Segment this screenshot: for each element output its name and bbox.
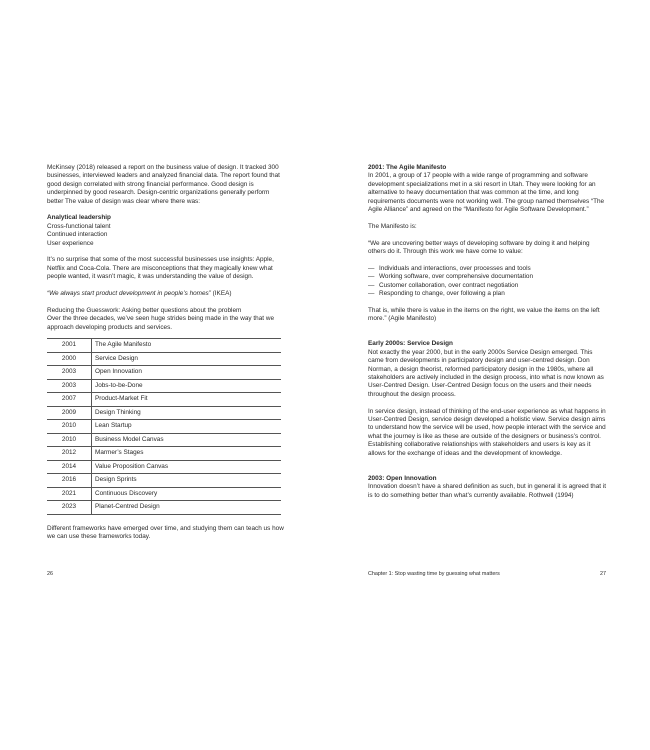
timeline-framework: The Agile Manifesto — [92, 339, 282, 353]
leadership-heading: Analytical leadership — [47, 214, 111, 222]
table-row — [47, 501, 281, 515]
leadership-item: User experience — [47, 239, 94, 247]
right-column — [368, 164, 608, 500]
left-column — [47, 164, 287, 541]
dash-bullet: — — [368, 264, 375, 272]
timeline-framework: Marmer’s Stages — [92, 447, 282, 461]
timeline-framework: Continuous Discovery — [92, 487, 282, 501]
timeline-year: 2010 — [47, 420, 92, 434]
table-row — [47, 366, 281, 380]
timeline-year: 2012 — [47, 447, 92, 461]
value-text: Customer collaboration, over contract negotiation — [379, 281, 519, 289]
timeline-framework: Planet-Centred Design — [92, 501, 282, 515]
timeline-framework: Lean Startup — [92, 420, 282, 434]
service-design-paragraph: Not exactly the year 2000, but in the early 2000s Service Design emerged. This came from developments in participatory design and user-centred design. Don Norman, a design theorist, reformed participatory design in the 1980s, where all stakeholders are actively included in the design process, into what is now known as User-Centred Design. User-Centred Design focus on the users and their needs throughout the design process. — [368, 348, 604, 398]
value-text: Working software, over comprehensive documentation — [379, 273, 534, 281]
list-item — [368, 290, 608, 298]
manifesto-intro: The Manifesto is: — [368, 222, 417, 230]
service-design-paragraph-2: In service design, instead of thinking of the end-user experience as what happens in User-Centred Design, service design developed a holistic view. Service design aims to understand how the service will be used, how people interact with the service and what the journey is like as these are outside of the designers or business’s control. Establishing collaborative relationships with stakeholders and users is key as it allows for the exchange of ideas and the development of knowledge. — [368, 407, 606, 457]
timeline-framework: Open Innovation — [92, 366, 282, 380]
decades-paragraph: Over the three decades, we’ve seen huge strides being made in the way that we approach developing products and services. — [47, 315, 275, 331]
timeline-year: 2000 — [47, 352, 92, 366]
timeline-year: 2014 — [47, 460, 92, 474]
timeline-year: 2016 — [47, 474, 92, 488]
timeline-year: 2007 — [47, 393, 92, 407]
table-row — [47, 433, 281, 447]
value-text: Responding to change, over following a plan — [379, 290, 505, 298]
timeline-year: 2003 — [47, 379, 92, 393]
service-design-heading: Early 2000s: Service Design — [368, 340, 453, 348]
timeline-framework: Design Sprints — [92, 474, 282, 488]
chapter-footer: Chapter 1: Stop wasting time by guessing what matters — [368, 571, 500, 577]
page-number-left: 26 — [47, 571, 53, 577]
ikea-quote — [47, 290, 287, 298]
timeline-year: 2001 — [47, 339, 92, 353]
leadership-item: Continued interaction — [47, 231, 108, 239]
table-row — [47, 339, 281, 353]
dash-bullet: — — [368, 281, 375, 289]
table-row — [47, 447, 281, 461]
timeline-framework: Jobs-to-be-Done — [92, 379, 282, 393]
table-row — [47, 352, 281, 366]
table-row — [47, 420, 281, 434]
table-row — [47, 379, 281, 393]
table-row — [47, 393, 281, 407]
frameworks-timeline-table — [47, 338, 281, 515]
list-item — [368, 282, 608, 290]
quote-source: (IKEA) — [210, 290, 232, 298]
dash-bullet: — — [368, 273, 375, 281]
table-row — [47, 406, 281, 420]
table-row — [47, 460, 281, 474]
list-item — [368, 265, 608, 273]
list-item — [368, 273, 608, 281]
table-row — [47, 474, 281, 488]
leadership-item: Cross-functional talent — [47, 222, 111, 230]
agile-heading: 2001: The Agile Manifesto — [368, 164, 447, 171]
timeline-framework: Business Model Canvas — [92, 433, 282, 447]
manifesto-values-list — [368, 265, 608, 299]
timeline-year: 2021 — [47, 487, 92, 501]
timeline-year: 2003 — [47, 366, 92, 380]
page-number-right: 27 — [600, 571, 606, 577]
manifesto-quote: “We are uncovering better ways of developing software by doing it and helping others do it. Through this work we have come to value: — [368, 239, 590, 256]
frameworks-paragraph: Different frameworks have emerged over time, and studying them can teach us how we can use these frameworks today. — [47, 524, 284, 540]
insights-paragraph: It’s no surprise that some of the most successful businesses use insights: Apple, Netflix and Coca-Cola. There are misconceptions that they magically knew what people wanted, it wasn’t magic, it was understanding the value of design. — [47, 256, 274, 281]
timeline-framework: Service Design — [92, 352, 282, 366]
intro-paragraph: McKinsey (2018) released a report on the business value of design. It tracked 300 businesses, interviewed leaders and analyzed financial data. The report found that good design correlated with strong financial performance. Good design is underpinned by good research. Design-centric organizations generally perform better The value of design was clear where there was: — [47, 164, 280, 205]
timeline-year: 2010 — [47, 433, 92, 447]
timeline-year: 2009 — [47, 406, 92, 420]
guesswork-subhead: Reducing the Guesswork: Asking better questions about the problem — [47, 306, 242, 314]
timeline-framework: Value Proposition Canvas — [92, 460, 282, 474]
open-innovation-paragraph: Innovation doesn’t have a shared definition as such, but in general it is agreed that it is to do something better than what’s currently available. Rothwell (1994) — [368, 483, 607, 499]
agile-paragraph: In 2001, a group of 17 people with a wide range of programming and software development specializations met in a ski resort in Utah. They were looking for an alternative to heavy documentation that was common at the time, and long requirements documents were not working well. The group named themselves “The Agile Alliance” and agreed on the “Manifesto for Agile Software Development.” — [368, 172, 605, 214]
table-row — [47, 487, 281, 501]
quote-text: “We always start product development in people’s homes” — [47, 290, 211, 298]
timeline-framework: Design Thinking — [92, 406, 282, 420]
timeline-year: 2023 — [47, 501, 92, 515]
value-text: Individuals and interactions, over processes and tools — [379, 264, 531, 272]
manifesto-close: That is, while there is value in the items on the right, we value the items on the left more.” (Agile Manifesto) — [368, 306, 600, 323]
open-innovation-heading: 2003: Open Innovation — [368, 474, 437, 482]
dash-bullet: — — [368, 290, 375, 298]
timeline-framework: Product-Market Fit — [92, 393, 282, 407]
